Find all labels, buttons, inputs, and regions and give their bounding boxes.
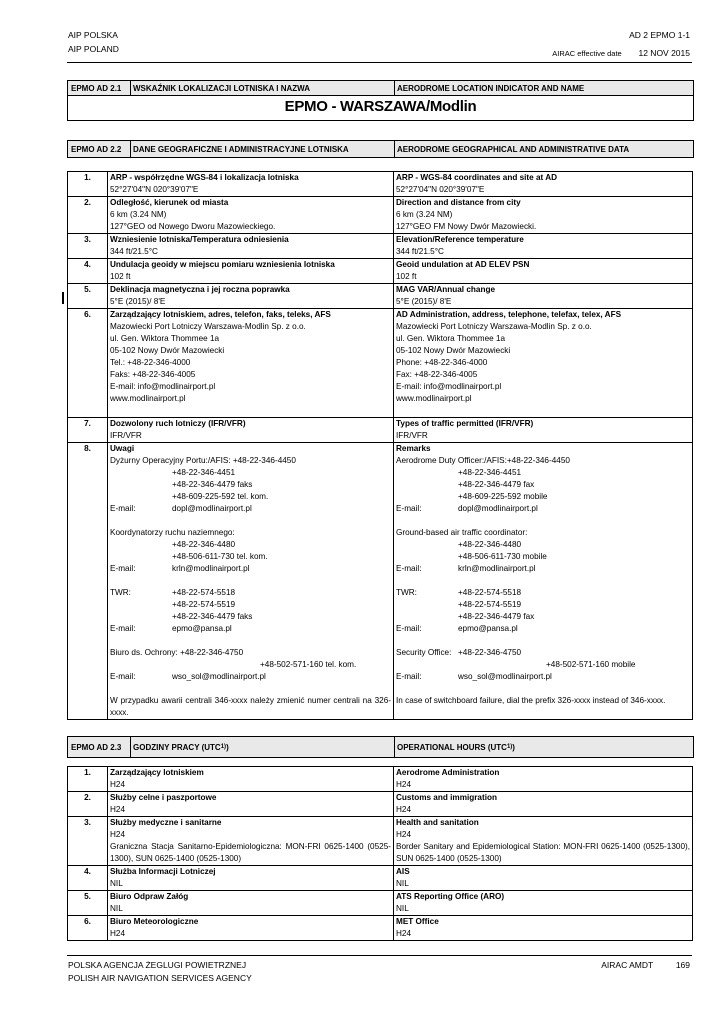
table-row [68, 309, 693, 418]
row-number: 4. [68, 866, 108, 891]
row-number: 3. [68, 234, 108, 259]
email-link[interactable]: krln@modlinairport.pl [172, 564, 250, 573]
phone-line: +48-22-574-5518 [172, 588, 236, 597]
item-heading: Aerodrome Administration [396, 768, 500, 777]
row-number: 5. [68, 891, 108, 916]
title-text-end: ) [226, 742, 229, 752]
footnote-ref: 1) [506, 744, 513, 750]
item-value: H24 [396, 830, 412, 839]
footer-left-2: POLISH AIR NAVIGATION SERVICES AGENCY [68, 973, 252, 983]
item-heading: Odległość, kierunek od miasta [110, 198, 229, 207]
item-value: 5°E (2015)/ 8'E [110, 297, 166, 306]
section-code: EPMO AD 2.3 [71, 742, 122, 752]
item-heading: Customs and immigration [396, 793, 497, 802]
phone-line: +48-22-574-5519 [458, 600, 522, 609]
cell-en [394, 197, 693, 234]
cell-pl [108, 817, 394, 866]
header-left-1: AIP POLSKA [68, 30, 118, 40]
item-value: NIL [396, 904, 409, 913]
change-bar [62, 292, 64, 304]
cell-pl [108, 916, 394, 941]
email-link[interactable]: wso_sol@modlinairport.pl [458, 672, 552, 681]
cell-en [394, 916, 693, 941]
table-row [68, 866, 693, 891]
item-value: 344 ft/21.5°C [396, 247, 444, 256]
item-value: 6 km (3.24 NM) [110, 210, 167, 219]
cell-pl [108, 866, 394, 891]
item-value: NIL [110, 904, 123, 913]
item-value: Tel.: +48-22-346-4000 [110, 358, 191, 367]
item-value: Graniczna Stacja Sanitarno-Epidemiologiczna: MON-FRI 0625-1400 (0525-1300), SUN 0625-1400 (0525-1300) [110, 842, 391, 863]
item-value: IFR/VFR [396, 431, 428, 440]
cell-en [394, 792, 693, 817]
footer-left-1: POLSKA AGENCJA ŻEGLUGI POWIETRZNEJ [68, 960, 247, 970]
cell-pl [108, 891, 394, 916]
item-value: H24 [110, 929, 126, 938]
item-value: E-mail: info@modlinairport.pl [110, 382, 216, 391]
item-heading: Biuro Odpraw Załóg [110, 892, 189, 901]
item-heading: Zarządzający lotniskiem, adres, telefon, faks, teleks, AFS [110, 310, 331, 319]
item-value: ul. Gen. Wiktora Thommee 1a [110, 334, 220, 343]
item-value: Faks: +48-22-346-4005 [110, 370, 196, 379]
section-2-1-header [67, 80, 694, 96]
email-link[interactable]: epmo@pansa.pl [458, 624, 518, 633]
table-row [68, 259, 693, 284]
item-heading: Wzniesienie lotniska/Temperatura odniesienia [110, 235, 289, 244]
item-heading: Dozwolony ruch lotniczy (IFR/VFR) [110, 419, 246, 428]
item-heading: Types of traffic permitted (IFR/VFR) [396, 419, 534, 428]
item-value: H24 [396, 780, 412, 789]
geo-admin-table [67, 171, 693, 720]
phone-line: +48-22-574-5519 [172, 600, 236, 609]
twr-label: TWR: [110, 588, 131, 597]
item-value: 52°27'04"N 020°39'07"E [396, 185, 485, 194]
email-link[interactable]: dopl@modlinairport.pl [172, 504, 252, 513]
row-number: 1. [68, 767, 108, 792]
cell-en [394, 418, 693, 443]
email-label: E-mail: [396, 672, 422, 681]
cell-en [394, 866, 693, 891]
section-title-en [394, 737, 693, 757]
phone-line: +48-22-346-4480 [458, 540, 522, 549]
cell-pl [108, 284, 394, 309]
phone-line: +48-506-611-730 mobile [458, 552, 547, 561]
cell-pl [108, 418, 394, 443]
item-value: H24 [110, 830, 126, 839]
item-value: E-mail: info@modlinairport.pl [396, 382, 502, 391]
item-value: H24 [110, 805, 126, 814]
header-airac [552, 48, 690, 58]
row-number: 2. [68, 197, 108, 234]
item-value: Mazowiecki Port Lotniczy Warszawa-Modlin Sp. z o.o. [396, 322, 592, 331]
item-heading: ARP - WGS-84 coordinates and site at AD [396, 173, 558, 182]
phone-line: +48-22-346-4451 [458, 468, 522, 477]
email-label: E-mail: [396, 504, 422, 513]
phone-line: +48-22-346-4479 fax [458, 480, 535, 489]
item-value: IFR/VFR [110, 431, 142, 440]
email-label: E-mail: [110, 504, 136, 513]
item-value: Fax: +48-22-346-4005 [396, 370, 478, 379]
email-label: E-mail: [396, 564, 422, 573]
remarks-en [394, 443, 693, 720]
email-link[interactable]: dopl@modlinairport.pl [458, 504, 538, 513]
cell-en [394, 172, 693, 197]
cell-en [394, 259, 693, 284]
remarks-heading: Remarks [396, 444, 431, 453]
aerodrome-name: EPMO - WARSZAWA/Modlin [284, 98, 477, 115]
phone-line: Aerodrome Duty Officer:/AFIS:+48-22-346-4450 [396, 456, 570, 465]
item-heading: Geoid undulation at AD ELEV PSN [396, 260, 530, 269]
item-value: Mazowiecki Port Lotniczy Warszawa-Modlin Sp. z o.o. [110, 322, 306, 331]
header-divider [67, 62, 692, 63]
item-heading: Elevation/Reference temperature [396, 235, 524, 244]
item-heading: AD Administration, address, telephone, telefax, telex, AFS [396, 310, 622, 319]
item-value: 102 ft [396, 272, 417, 281]
table-row [68, 172, 693, 197]
row-number: 8. [68, 443, 108, 720]
item-heading: Deklinacja magnetyczna i jej roczna poprawka [110, 285, 290, 294]
table-row [68, 916, 693, 941]
item-heading: Służby medyczne i sanitarne [110, 818, 222, 827]
header-left-2: AIP POLAND [68, 44, 119, 54]
phone-line: +48-502-571-160 mobile [546, 660, 636, 669]
twr-label: TWR: [396, 588, 417, 597]
section-2-2-header [67, 140, 694, 158]
item-value: 5°E (2015)/ 8'E [396, 297, 452, 306]
security-line: Biuro ds. Ochrony: +48-22-346-4750 [110, 648, 244, 657]
airac-label: AIRAC effective date [552, 49, 622, 58]
security-label: Security Office: [396, 648, 452, 657]
item-value: Phone: +48-22-346-4000 [396, 358, 488, 367]
title-text: GODZINY PRACY (UTC [133, 742, 221, 752]
table-row-remarks [68, 443, 693, 720]
row-number: 6. [68, 916, 108, 941]
cell-en [394, 234, 693, 259]
table-row [68, 792, 693, 817]
item-value: NIL [110, 879, 123, 888]
table-row [68, 418, 693, 443]
cell-pl [108, 234, 394, 259]
aerodrome-name-box [67, 95, 694, 121]
cell-pl [108, 259, 394, 284]
item-heading: Zarządzający lotniskiem [110, 768, 204, 777]
item-heading: Undulacja geoidy w miejscu pomiaru wzniesienia lotniska [110, 260, 335, 269]
email-link[interactable]: wso_sol@modlinairport.pl [172, 672, 266, 681]
item-heading: ATS Reporting Office (ARO) [396, 892, 505, 901]
cell-pl [108, 767, 394, 792]
email-label: E-mail: [396, 624, 422, 633]
section-title-pl: DANE GEOGRAFICZNE I ADMINISTRACYJNE LOTNISKA [133, 144, 349, 154]
email-label: E-mail: [110, 672, 136, 681]
cell-pl [108, 172, 394, 197]
item-value: H24 [110, 780, 126, 789]
item-value: ul. Gen. Wiktora Thommee 1a [396, 334, 506, 343]
title-text-end: ) [512, 742, 515, 752]
item-value: H24 [396, 805, 412, 814]
email-label: E-mail: [110, 564, 136, 573]
item-value: 05-102 Nowy Dwór Mazowiecki [110, 346, 225, 355]
operational-hours-table [67, 766, 693, 941]
row-number: 5. [68, 284, 108, 309]
phone-line: +48-502-571-160 tel. kom. [260, 660, 357, 669]
switchboard-note: In case of switchboard failure, dial the prefix 326-xxxx instead of 346-xxxx. [396, 696, 666, 705]
item-value: 344 ft/21.5°C [110, 247, 158, 256]
section-code: EPMO AD 2.2 [71, 144, 122, 154]
footer-divider [67, 955, 692, 956]
item-value: 102 ft [110, 272, 131, 281]
phone-line: +48-609-225-592 mobile [458, 492, 548, 501]
cell-en [394, 284, 693, 309]
row-number: 6. [68, 309, 108, 418]
item-value: H24 [396, 929, 412, 938]
phone-line: +48-22-346-4480 [172, 540, 236, 549]
cell-pl [108, 197, 394, 234]
email-link[interactable]: krln@modlinairport.pl [458, 564, 536, 573]
item-heading: Biuro Meteorologiczne [110, 917, 199, 926]
item-heading: AIS [396, 867, 410, 876]
remarks-pl [108, 443, 394, 720]
section-code: EPMO AD 2.1 [71, 83, 122, 93]
phone-line: +48-506-611-730 tel. kom. [172, 552, 268, 561]
item-value: 127°GEO FM Nowy Dwór Mazowiecki. [396, 222, 537, 231]
row-number: 2. [68, 792, 108, 817]
row-number: 1. [68, 172, 108, 197]
phone-line: +48-609-225-592 tel. kom. [172, 492, 269, 501]
item-value [396, 405, 690, 417]
phone-line: +48-22-346-4479 faks [172, 612, 253, 621]
cell-en [394, 309, 693, 418]
item-value: www.modlinairport.pl [396, 394, 472, 403]
item-heading: ARP - współrzędne WGS-84 i lokalizacja lotniska [110, 173, 299, 182]
phone-line: +48-22-346-4479 faks [172, 480, 253, 489]
item-value: 6 km (3.24 NM) [396, 210, 453, 219]
section-title-pl: WSKAŹNIK LOKALIZACJI LOTNISKA I NAZWA [133, 83, 311, 93]
section-title-pl [130, 737, 394, 757]
item-heading: MAG VAR/Annual change [396, 285, 496, 294]
item-value [110, 405, 391, 417]
cell-en [394, 767, 693, 792]
email-label: E-mail: [110, 624, 136, 633]
section-2-3-header [67, 736, 694, 758]
section-title-en: AERODROME LOCATION INDICATOR AND NAME [397, 83, 585, 93]
coordinator-label: Ground-based air traffic coordinator: [396, 528, 528, 537]
cell-en [394, 817, 693, 866]
table-row [68, 767, 693, 792]
item-value: Border Sanitary and Epidemiological Station: MON-FRI 0625-1400 (0525-1300), SUN 0625-1400 (0525-1300) [396, 842, 690, 863]
phone-line: +48-22-574-5518 [458, 588, 522, 597]
item-heading: Służba Informacji Lotniczej [110, 867, 216, 876]
item-value: NIL [396, 879, 409, 888]
table-row [68, 197, 693, 234]
title-text: OPERATIONAL HOURS (UTC [397, 742, 507, 752]
remarks-heading: Uwagi [110, 444, 135, 453]
airac-date: 12 NOV 2015 [638, 48, 690, 58]
item-heading: Służby celne i paszportowe [110, 793, 217, 802]
cell-en [394, 891, 693, 916]
row-number: 3. [68, 817, 108, 866]
table-row [68, 234, 693, 259]
cell-pl [108, 792, 394, 817]
switchboard-note: W przypadku awarii centrali 346-xxxx należy zmienić numer centrali na 326-xxxx. [110, 696, 391, 717]
email-link[interactable]: epmo@pansa.pl [172, 624, 232, 633]
table-row [68, 284, 693, 309]
item-value: 127°GEO od Nowego Dworu Mazowieckiego. [110, 222, 276, 231]
row-number: 4. [68, 259, 108, 284]
item-heading: Direction and distance from city [396, 198, 521, 207]
item-value: www.modlinairport.pl [110, 394, 186, 403]
item-heading: MET Office [396, 917, 439, 926]
phone-line: Dyżurny Operacyjny Portu:/AFIS: +48-22-346-4450 [110, 456, 296, 465]
table-row [68, 891, 693, 916]
footnote-ref: 1) [220, 744, 227, 750]
header-right-1: AD 2 EPMO 1-1 [629, 30, 690, 40]
section-title-en: AERODROME GEOGRAPHICAL AND ADMINISTRATIVE DATA [397, 144, 630, 154]
item-heading: Health and sanitation [396, 818, 479, 827]
item-value: 05-102 Nowy Dwór Mazowiecki [396, 346, 511, 355]
phone-line: +48-22-346-4479 fax [458, 612, 535, 621]
table-row [68, 817, 693, 866]
phone-line: +48-22-346-4451 [172, 468, 236, 477]
phone-line: +48-22-346-4750 [458, 648, 522, 657]
item-value: 52°27'04"N 020°39'07"E [110, 185, 199, 194]
amdt-label: AIRAC AMDT [601, 960, 654, 970]
coordinator-label: Koordynatorzy ruchu naziemnego: [110, 528, 235, 537]
row-number: 7. [68, 418, 108, 443]
cell-pl [108, 309, 394, 418]
footer-right [601, 960, 690, 970]
page-number: 169 [675, 960, 690, 970]
